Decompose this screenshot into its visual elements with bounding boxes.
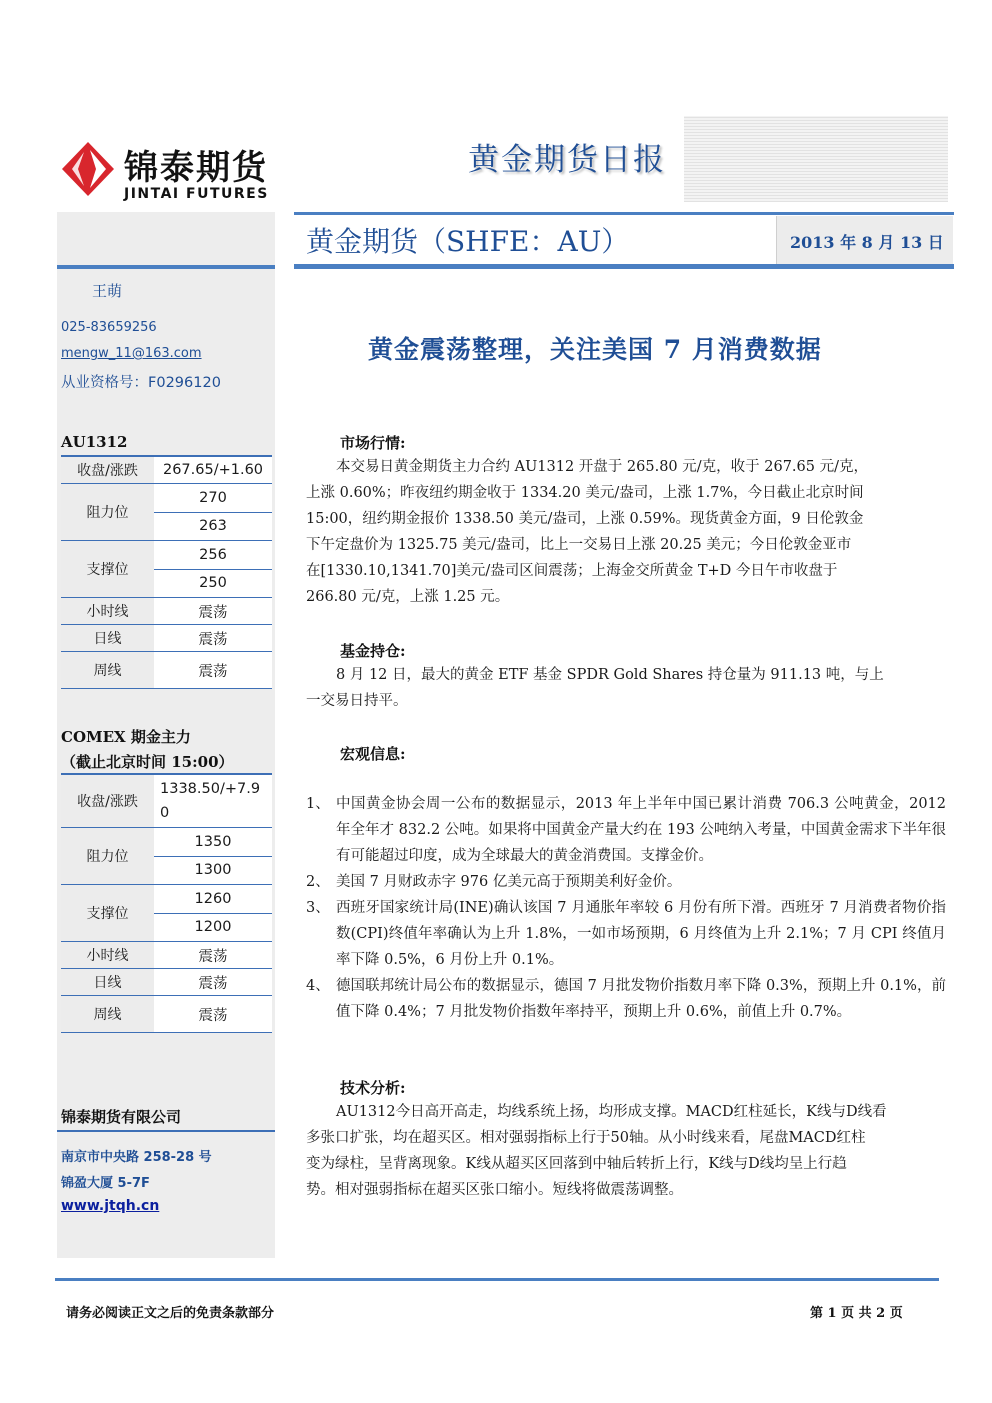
macro-title: 宏观信息: bbox=[340, 745, 406, 763]
au-close-label: 收盘/涨跌 bbox=[61, 456, 154, 484]
market-line: 本交易日黄金期货主力合约 AU1312 开盘于 265.80 元/克，收于 267.65 元/克， bbox=[336, 459, 868, 475]
analyst-name: 王萌 bbox=[92, 282, 123, 300]
analyst-email-link[interactable]: mengw_11@163.com bbox=[61, 346, 202, 361]
au-support-label: 支撑位 bbox=[61, 541, 154, 598]
comex-close-label: 收盘/涨跌 bbox=[61, 774, 154, 828]
macro-item-text: 德国联邦统计局公布的数据显示，德国 7 月批发物价指数月率下降 0.3%，预期上升 0.1%，前值下降 0.4%；7 月批发物价指数年率持平，预期上升 0.6%，前值上升 0.7%。 bbox=[336, 978, 946, 1020]
market-paragraph bbox=[306, 454, 946, 610]
comex-support-label: 支撑位 bbox=[61, 885, 154, 942]
comex-hour-label: 小时线 bbox=[61, 942, 154, 969]
comex-close-value-2: 0 bbox=[160, 805, 170, 821]
market-line: 上涨 0.60%；昨夜纽约期金收于 1334.20 美元/盎司，上涨 1.7%，今日截止北京时间 bbox=[306, 485, 864, 501]
analyst-cert: 从业资格号：F0296120 bbox=[61, 375, 221, 391]
au-day-value: 震荡 bbox=[154, 625, 272, 652]
au-hour-value: 震荡 bbox=[154, 598, 272, 625]
tech-title: 技术分析: bbox=[340, 1079, 406, 1097]
report-date: 2013 年 8 月 13 日 bbox=[790, 233, 944, 252]
report-title: 黄金期货日报 bbox=[468, 142, 666, 178]
comex-day-label: 日线 bbox=[61, 969, 154, 996]
comex-subheading: （截止北京时间 15:00） bbox=[61, 753, 234, 771]
footer-rule bbox=[55, 1278, 939, 1281]
comex-heading: COMEX 期金主力 bbox=[61, 728, 191, 746]
au-resist-1: 270 bbox=[154, 484, 272, 513]
comex-week-value: 震荡 bbox=[154, 996, 272, 1033]
comex-close-value bbox=[154, 774, 272, 828]
tech-line: 变为绿柱，呈背离现象。K线从超买区回落到中轴后转折上行，K线与D线均呈上行趋 bbox=[306, 1156, 847, 1172]
header-decoration bbox=[684, 116, 948, 202]
sidebar-rule bbox=[57, 265, 275, 269]
comex-resist-label: 阻力位 bbox=[61, 828, 154, 885]
au-week-value: 震荡 bbox=[154, 652, 272, 689]
market-title: 市场行情: bbox=[340, 434, 406, 452]
macro-item-number: 4、 bbox=[306, 978, 330, 994]
comex-support-1: 1260 bbox=[154, 885, 272, 914]
product-title: 黄金期货（SHFE：AU） bbox=[306, 225, 630, 258]
tech-line: 势。相对强弱指标在超买区张口缩小。短线将做震荡调整。 bbox=[306, 1182, 683, 1198]
market-line: 15:00，纽约期金报价 1338.50 美元/盎司，上涨 0.59%。现货黄金方面，9 日伦敦金 bbox=[306, 511, 864, 527]
macro-item bbox=[306, 869, 946, 895]
company-website-link[interactable]: www.jtqh.cn bbox=[61, 1198, 160, 1214]
tech-paragraph bbox=[306, 1099, 946, 1203]
comex-hour-value: 震荡 bbox=[154, 942, 272, 969]
au-resist-2: 263 bbox=[154, 512, 272, 541]
comex-day-value: 震荡 bbox=[154, 969, 272, 996]
au-heading: AU1312 bbox=[61, 433, 128, 451]
tech-line: 多张口扩张，均在超买区。相对强弱指标上行于50轴。从小时线来看，尾盘MACD红柱 bbox=[306, 1130, 866, 1146]
header-underline bbox=[294, 264, 954, 269]
company-address-1: 南京市中央路 258-28 号 bbox=[61, 1150, 212, 1165]
footer-disclaimer: 请务必阅读正文之后的免责条款部分 bbox=[66, 1306, 275, 1321]
market-line: 在[1330.10,1341.70]美元/盎司区间震荡；上海金交所黄金 T+D 今日午市收盘于 bbox=[306, 563, 838, 579]
macro-item-number: 1、 bbox=[306, 796, 330, 812]
fund-paragraph bbox=[306, 662, 946, 714]
fund-line: 8 月 12 日，最大的黄金 ETF 基金 SPDR Gold Shares 持仓量为 911.13 吨，与上 bbox=[336, 667, 884, 683]
footer-page-number: 第 1 页 共 2 页 bbox=[810, 1306, 903, 1321]
au-table bbox=[61, 455, 272, 689]
macro-item-text: 中国黄金协会周一公布的数据显示，2013 年上半年中国已累计消费 706.3 公吨黄金，2012 年全年才 832.2 公吨。如果将中国黄金产量大约在 193 公吨纳入考量，中国黄金需求下半年很有可能超过印度，成为全球最大的黄金消费国。支撑金价。 bbox=[336, 796, 946, 864]
au-day-label: 日线 bbox=[61, 625, 154, 652]
macro-item-number: 2、 bbox=[306, 874, 330, 890]
comex-close-value-1: 1338.50/+7.9 bbox=[160, 781, 261, 797]
macro-item bbox=[306, 895, 946, 973]
fund-title: 基金持仓: bbox=[340, 642, 406, 660]
header-rule bbox=[294, 212, 954, 215]
au-resist-label: 阻力位 bbox=[61, 484, 154, 541]
macro-item bbox=[306, 973, 946, 1025]
comex-table bbox=[61, 773, 272, 1033]
report-headline: 黄金震荡整理，关注美国 7 月消费数据 bbox=[368, 335, 822, 364]
au-close-value: 267.65/+1.60 bbox=[154, 456, 272, 484]
analyst-phone: 025-83659256 bbox=[61, 320, 157, 335]
company-rule bbox=[57, 1130, 275, 1132]
comex-resist-2: 1300 bbox=[154, 856, 272, 885]
brand-name-en: JINTAI FUTURES bbox=[124, 186, 269, 202]
market-line: 下午定盘价为 1325.75 美元/盎司，比上一交易日上涨 20.25 美元；今日伦敦金亚市 bbox=[306, 537, 852, 553]
macro-item-text: 西班牙国家统计局(INE)确认该国 7 月通胀年率较 6 月份有所下滑。西班牙 7 月消费者物价指数(CPI)终值年率确认为上升 1.8%，一如市场预期，6 月终值为上升 2.1%；7 月 CPI 终值月率下降 0.5%，6 月份上升 0.1%。 bbox=[336, 900, 946, 968]
fund-line: 一交易日持平。 bbox=[306, 693, 408, 709]
comex-resist-1: 1350 bbox=[154, 828, 272, 857]
brand-name-cn: 锦泰期货 bbox=[124, 148, 268, 188]
au-hour-label: 小时线 bbox=[61, 598, 154, 625]
macro-item-number: 3、 bbox=[306, 900, 330, 916]
comex-support-2: 1200 bbox=[154, 913, 272, 942]
tech-line: AU1312今日高开高走，均线系统上扬，均形成支撑。MACD红柱延长，K线与D线看 bbox=[336, 1104, 887, 1120]
au-support-2: 250 bbox=[154, 569, 272, 598]
market-line: 266.80 元/克，上涨 1.25 元。 bbox=[306, 589, 510, 605]
company-name: 锦泰期货有限公司 bbox=[61, 1108, 182, 1126]
macro-item bbox=[306, 791, 946, 869]
au-week-label: 周线 bbox=[61, 652, 154, 689]
jintai-logo-icon bbox=[60, 140, 116, 198]
au-support-1: 256 bbox=[154, 541, 272, 570]
macro-item-text: 美国 7 月财政赤字 976 亿美元高于预期美利好金价。 bbox=[336, 874, 682, 890]
comex-week-label: 周线 bbox=[61, 996, 154, 1033]
company-address-2: 锦盈大厦 5-7F bbox=[61, 1176, 150, 1191]
